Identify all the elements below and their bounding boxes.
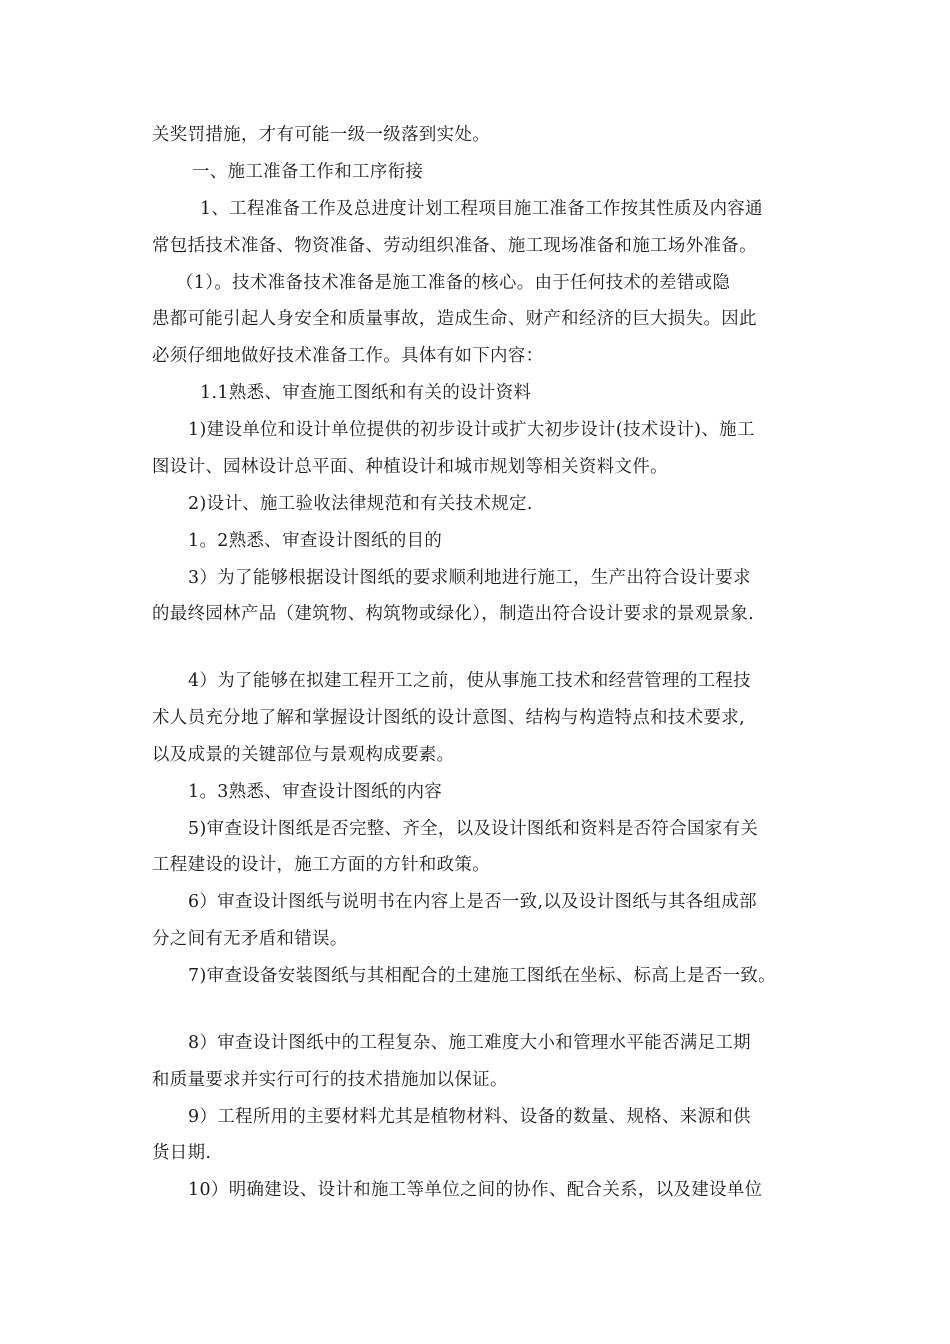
text-line: 常包括技术准备、物资准备、劳动组织准备、施工现场准备和施工场外准备。 <box>152 236 757 256</box>
text-line: 术人员充分地了解和掌握设计图纸的设计意图、结构与构造特点和技术要求, <box>152 708 746 728</box>
text-line: 货日期. <box>152 1143 212 1163</box>
text-line: 工程建设的设计，施工方面的方针和政策。 <box>152 855 491 875</box>
text-line: 7)审查设备安装图纸与其相配合的土建施工图纸在坐标、标高上是否一致。 <box>188 966 776 986</box>
text-line: 2)设计、施工验收法律规范和有关技术规定. <box>188 494 533 514</box>
text-line: 图设计、园林设计总平面、种植设计和城市规划等相关资料文件。 <box>152 457 668 477</box>
section-heading: 一、施工准备工作和工序衔接 <box>192 162 424 182</box>
text-line: 6）审查设计图纸与说明书在内容上是否一致,以及设计图纸与其各组成部 <box>188 892 757 912</box>
text-line: 关奖罚措施，才有可能一级一级落到实处。 <box>152 125 491 145</box>
text-line: 以及成景的关键部位与景观构成要素。 <box>152 745 455 765</box>
text-line: 1)建设单位和设计单位提供的初步设计或扩大初步设计(技术设计)、施工 <box>188 420 755 440</box>
text-line: 1、工程准备工作及总进度计划工程项目施工准备工作按其性质及内容通 <box>200 199 763 219</box>
text-line: 和质量要求并实行可行的技术措施加以保证。 <box>152 1070 508 1090</box>
text-line: 10）明确建设、设计和施工等单位之间的协作、配合关系，以及建设单位 <box>188 1180 763 1200</box>
text-line: 9）工程所用的主要材料尤其是植物材料、设备的数量、规格、来源和供 <box>188 1107 751 1127</box>
text-line: 8）审查设计图纸中的工程复杂、施工难度大小和管理水平能否满足工期 <box>188 1033 751 1053</box>
text-line: （1）。技术准备技术准备是施工准备的核心。由于任何技术的差错或隐 <box>176 273 731 293</box>
text-line: 必须仔细地做好技术准备工作。具体有如下内容： <box>152 346 544 366</box>
text-line: 5)审查设计图纸是否完整、齐全，以及设计图纸和资料是否符合国家有关 <box>188 819 759 839</box>
text-line: 分之间有无矛盾和错误。 <box>152 929 348 949</box>
text-line: 的最终园林产品（建筑物、构筑物或绿化），制造出符合设计要求的景观景象. <box>152 604 755 624</box>
text-line: 4）为了能够在拟建工程开工之前，使从事施工技术和经营管理的工程技 <box>188 671 751 691</box>
text-line: 患都可能引起人身安全和质量事故，造成生命、财产和经济的巨大损失。因此 <box>152 309 757 329</box>
text-line: 3）为了能够根据设计图纸的要求顺利地进行施工，生产出符合设计要求 <box>188 568 751 588</box>
subsection-heading: 1.1熟悉、审查施工图纸和有关的设计资料 <box>200 383 532 403</box>
subsection-heading: 1。2熟悉、审查设计图纸的目的 <box>188 531 443 551</box>
subsection-heading: 1。3熟悉、审查设计图纸的内容 <box>188 782 443 802</box>
